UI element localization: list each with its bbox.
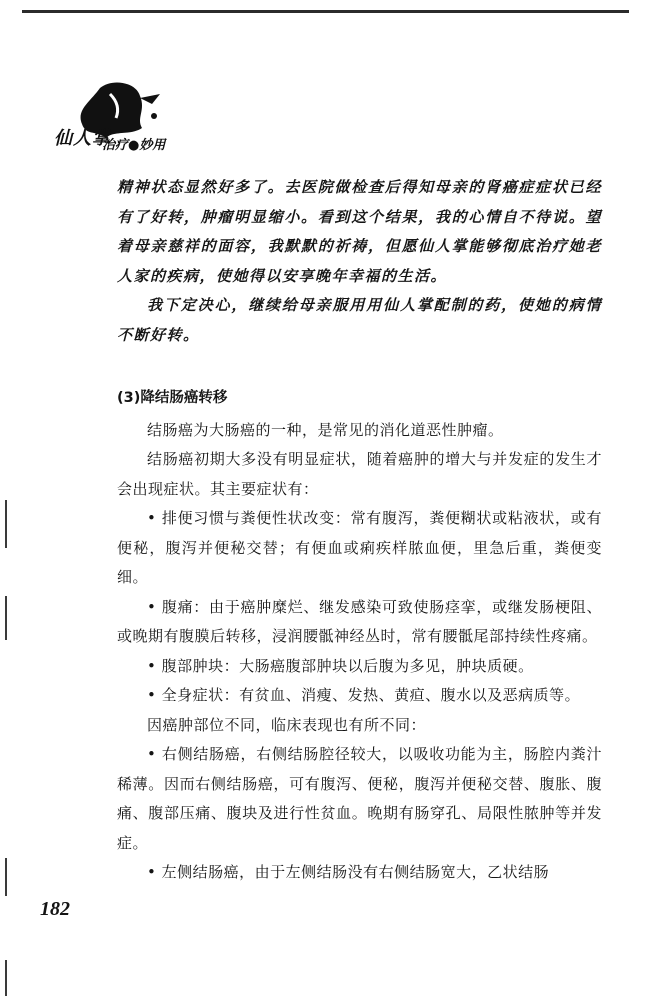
- story-paragraph: 精神状态显然好多了。去医院做检查后得知母亲的肾癌症症状已经有了好转，肿瘤明显缩小。看到这个结果，我的心情自不待说。望着母亲慈祥的面容，我默默的祈祷，但愿仙人掌能够彻底治疗她老人家的疾病，使她得以安享晚年幸福的生活。: [117, 178, 602, 285]
- body-paragraph: 结肠癌为大肠癌的一种，是常见的消化道恶性肿瘤。: [147, 420, 504, 439]
- location-bullet: • 右侧结肠癌，右侧结肠腔径较大，以吸收功能为主，肠腔内粪汁稀薄。因而右侧结肠癌，可有腹泻、便秘，腹泻并便秘交替、腹胀、腹痛、腹部压痛、腹块及进行性贫血。晚期有肠穿孔、局限性脓肿等并发症。: [117, 745, 602, 852]
- symptom-bullet: • 全身症状：有贫血、消瘦、发热、黄疸、腹水以及恶病质等。: [147, 686, 581, 704]
- scan-margin-mark: [5, 858, 7, 896]
- logo-subtitle: 治疗●妙用: [102, 138, 166, 153]
- page-number: 182: [40, 898, 70, 920]
- scan-margin-mark: [5, 596, 7, 640]
- body-paragraph: 结肠癌初期大多没有明显症状，随着癌肿的增大与并发症的发生才会出现症状。其主要症状有：: [117, 450, 602, 498]
- scan-margin-mark: [5, 500, 7, 548]
- story-paragraph: 我下定决心，继续给母亲服用用仙人掌配制的药，使她的病情不断好转。: [117, 296, 602, 344]
- scan-margin-mark: [5, 960, 7, 996]
- section-spacer: [117, 350, 602, 384]
- body-paragraph: 因癌肿部位不同，临床表现也有所不同：: [147, 715, 427, 734]
- symptom-bullet: • 腹痛：由于癌肿糜烂、继发感染可致使肠痉挛，或继发肠梗阻、或晚期有腹膜后转移，浸润腰骶神经丛时，常有腰骶尾部持续性疼痛。: [117, 597, 602, 645]
- symptom-bullet: • 腹部肿块：大肠癌腹部肿块以后腹为多见，肿块质硬。: [147, 656, 534, 675]
- logo-title: 仙人掌: [54, 128, 111, 149]
- page-content: [117, 173, 602, 888]
- location-bullet: • 左侧结肠癌，由于左侧结肠没有右侧结肠宽大，乙状结肠: [147, 863, 550, 881]
- section-heading: (3)降结肠癌转移: [117, 390, 228, 406]
- top-rule: [22, 10, 629, 13]
- symptom-bullet: • 排便习惯与粪便性状改变：常有腹泻，粪便糊状或粘液状，或有便秘，腹泻并便秘交替；有便血或痢疾样脓血便，里急后重，粪便变细。: [117, 509, 602, 586]
- header-logo: [52, 78, 252, 178]
